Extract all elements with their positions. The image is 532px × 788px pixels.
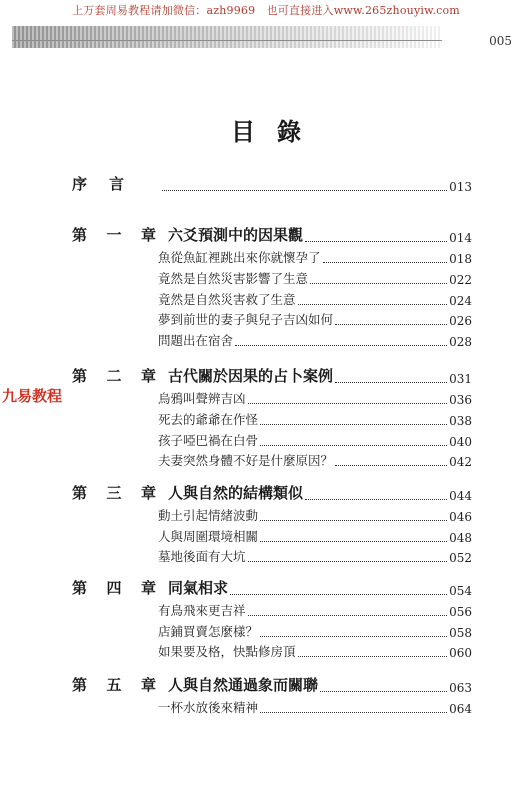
page-ref: 028 xyxy=(449,335,472,350)
dot-leader xyxy=(235,344,447,346)
watermark-text: 上万套周易教程请加微信：azh9969 也可直接进入www.265zhouyiw.com xyxy=(72,4,460,17)
section-title: 人與周圍環境相關 xyxy=(158,528,259,544)
section-title: 夫妻突然身體不好是什麼原因？ xyxy=(158,453,334,469)
section-title: 孩子啞巴禍在白骨 xyxy=(158,432,259,448)
section-title: 問題出在宿舍 xyxy=(158,333,234,349)
dot-leader xyxy=(260,635,447,637)
section-title: 動土引起情緒波動 xyxy=(158,508,259,523)
page-ref: 058 xyxy=(449,625,472,640)
toc-entry-chapter[interactable] xyxy=(72,485,472,503)
side-watermark-label: 九易教程 xyxy=(2,387,63,405)
section-title: 烏鴉叫聲辨吉凶 xyxy=(158,391,246,406)
toc-entry-section[interactable] xyxy=(158,453,472,469)
toc-entry-section[interactable] xyxy=(158,333,472,349)
page-ref: 044 xyxy=(449,489,472,503)
dot-leader xyxy=(323,261,448,263)
toc-entry-chapter[interactable] xyxy=(72,227,472,245)
page-ref: 026 xyxy=(449,314,472,329)
page-ref: 031 xyxy=(449,372,472,386)
toc-entry-chapter[interactable] xyxy=(72,580,472,598)
dot-leader xyxy=(335,323,447,325)
dot-leader xyxy=(260,423,447,425)
page-ref: 042 xyxy=(449,455,472,470)
chapter-number: 第 五 章 xyxy=(72,676,156,694)
dot-leader xyxy=(310,282,447,284)
chapter-number: 第 一 章 xyxy=(72,226,156,244)
section-title: 墓地後面有大坑 xyxy=(158,549,246,564)
section-title: 店鋪買賣怎麼樣？ xyxy=(158,623,259,639)
dot-leader xyxy=(305,240,447,242)
page-ref: 054 xyxy=(449,584,472,598)
chapter-number: 第 二 章 xyxy=(72,367,156,385)
page-number: 005 xyxy=(489,34,512,48)
toc-entry-chapter[interactable] xyxy=(72,677,472,695)
section-title: 如果要及格，快點修房頂 xyxy=(158,644,296,659)
page-ref: 056 xyxy=(449,605,472,619)
toc-entry-section[interactable] xyxy=(158,603,472,619)
toc-entry-section[interactable] xyxy=(158,292,472,308)
dot-leader xyxy=(320,690,447,692)
chapter-number: 第 四 章 xyxy=(72,579,156,597)
dot-leader xyxy=(260,540,447,542)
chapter-title: 同氣相求 xyxy=(168,579,229,597)
section-title: 竟然是自然災害救了生意 xyxy=(158,291,296,307)
toc-entry-preface[interactable] xyxy=(72,173,472,194)
dot-leader xyxy=(248,402,448,404)
dot-leader xyxy=(260,519,447,521)
dot-leader xyxy=(298,655,448,657)
toc-entry-section[interactable] xyxy=(158,271,472,287)
page-title: 目錄 xyxy=(231,117,323,146)
page-ref: 013 xyxy=(449,180,472,194)
chapter-title: 人與自然通過象而關聯 xyxy=(168,676,319,694)
page-ref: 052 xyxy=(449,551,472,565)
section-title: 竟然是自然災害影響了生意 xyxy=(158,270,309,286)
page-ref: 022 xyxy=(449,272,472,287)
chapter-title: 古代關於因果的占卜案例 xyxy=(168,367,334,385)
chapter-title: 六爻預測中的因果觀 xyxy=(168,226,304,244)
page-ref: 048 xyxy=(449,530,472,545)
dot-leader xyxy=(260,444,447,446)
toc-entry-chapter[interactable] xyxy=(72,368,472,386)
dot-leader xyxy=(335,381,447,383)
section-title: 一杯水放後來精神 xyxy=(158,700,259,715)
toc-entry-section[interactable] xyxy=(158,508,472,524)
dot-leader xyxy=(248,614,448,616)
toc-entry-section[interactable] xyxy=(158,624,472,640)
toc-entry-section[interactable] xyxy=(158,644,472,660)
page-ref: 038 xyxy=(449,413,472,428)
header-decorative-band xyxy=(12,26,442,48)
dot-leader xyxy=(298,303,448,305)
section-title: 死去的爺爺在作怪 xyxy=(158,411,259,427)
chapter-title: 人與自然的結構類似 xyxy=(168,484,304,502)
dot-leader xyxy=(162,189,447,191)
page-ref: 063 xyxy=(449,681,472,695)
page-ref: 040 xyxy=(449,434,472,449)
preface-label: 序 言 xyxy=(72,175,124,193)
page-ref: 064 xyxy=(449,702,472,716)
page-ref: 018 xyxy=(449,252,472,266)
toc-entry-section[interactable] xyxy=(158,549,472,565)
page-ref: 024 xyxy=(449,293,472,308)
toc-entry-section[interactable] xyxy=(158,433,472,449)
dot-leader xyxy=(260,711,447,713)
toc-entry-section[interactable] xyxy=(158,250,472,266)
section-title: 魚從魚缸裡跳出來你就懷孕了 xyxy=(158,250,321,265)
page-ref: 036 xyxy=(449,393,472,407)
dot-leader xyxy=(230,593,447,595)
toc-entry-section[interactable] xyxy=(158,391,472,407)
toc-entry-section[interactable] xyxy=(158,700,472,716)
section-title: 有鳥飛來更吉祥 xyxy=(158,603,246,618)
page-ref: 060 xyxy=(449,646,472,660)
toc-entry-section[interactable] xyxy=(158,412,472,428)
page-ref: 014 xyxy=(449,231,472,245)
page-ref: 046 xyxy=(449,510,472,524)
toc-entry-section[interactable] xyxy=(158,312,472,328)
dot-leader xyxy=(335,464,447,466)
section-title: 夢到前世的妻子與兒子吉凶如何 xyxy=(158,312,334,328)
toc-entry-section[interactable] xyxy=(158,529,472,545)
dot-leader xyxy=(305,498,447,500)
chapter-number: 第 三 章 xyxy=(72,484,156,502)
dot-leader xyxy=(248,560,448,562)
